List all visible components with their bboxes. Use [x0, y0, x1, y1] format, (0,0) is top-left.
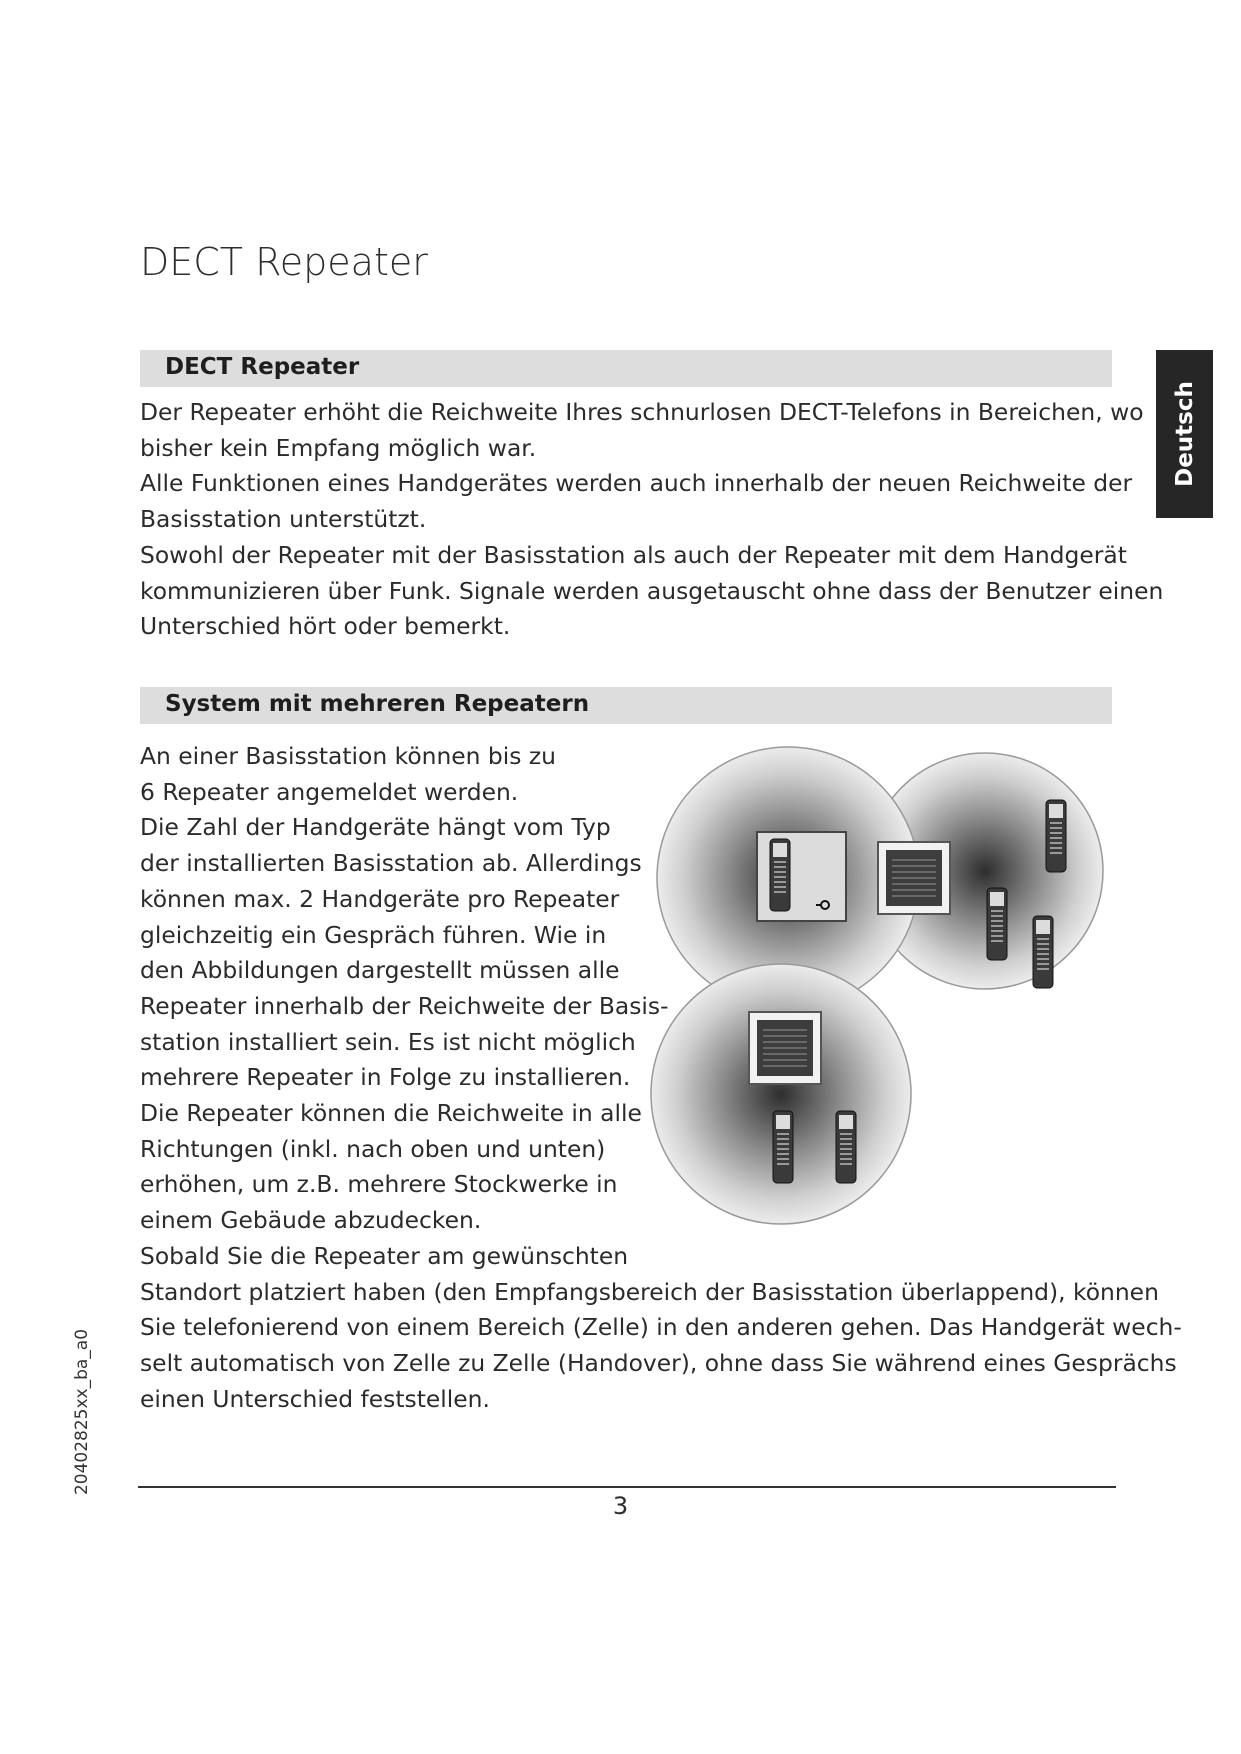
coverage-cell-repeater-bottom — [651, 964, 911, 1224]
text-line: erhöhen, um z.B. mehrere Stockwerke in — [140, 1170, 618, 1199]
section-heading-label: DECT Repeater — [165, 354, 360, 380]
repeater-coverage-illustration — [640, 738, 1120, 1243]
repeater-right — [878, 842, 950, 914]
text-line: Sobald Sie die Repeater am gewünschten — [140, 1241, 629, 1270]
language-tab — [1156, 350, 1213, 518]
handset — [1046, 800, 1066, 872]
section-heading-system-mit-mehreren-repeatern — [140, 687, 1112, 724]
text-line: Unterschied hört oder bemerkt. — [140, 612, 511, 641]
text-line: einen Unterschied feststellen. — [140, 1384, 490, 1413]
section-heading-dect-repeater — [140, 350, 1112, 387]
text-line: können max. 2 Handgeräte pro Repeater — [140, 884, 620, 913]
text-line: Sie telefonierend von einem Bereich (Zelle) in den anderen gehen. Das Handgerät wech- — [140, 1313, 1182, 1342]
handset — [987, 888, 1007, 960]
text-line: den Abbildungen dargestellt müssen alle — [140, 956, 620, 985]
text-line: selt automatisch von Zelle zu Zelle (Handover), ohne dass Sie während eines Gesprächs — [140, 1348, 1177, 1377]
section-heading-label: System mit mehreren Repeatern — [165, 691, 590, 717]
footer-divider — [138, 1486, 1116, 1488]
text-line: Alle Funktionen eines Handgerätes werden auch innerhalb der neuen Reichweite der — [140, 469, 1133, 498]
page-title: DECT Repeater — [140, 240, 428, 284]
repeater-bottom — [749, 1012, 821, 1084]
text-line: kommunizieren über Funk. Signale werden ausgetauscht ohne dass der Benutzer einen — [140, 576, 1164, 605]
base-station — [757, 832, 846, 921]
text-line: mehrere Repeater in Folge zu installieren. — [140, 1063, 631, 1092]
text-line: station installiert sein. Es ist nicht möglich — [140, 1027, 636, 1056]
handset — [836, 1111, 856, 1183]
text-line: einem Gebäude abzudecken. — [140, 1206, 482, 1235]
page-number: 3 — [612, 1492, 629, 1520]
language-tab-label: Deutsch — [1171, 381, 1198, 487]
text-line: Richtungen (inkl. nach oben und unten) — [140, 1134, 606, 1163]
text-line: Repeater innerhalb der Reichweite der Basis- — [140, 991, 669, 1020]
text-line: der installierten Basisstation ab. Allerdings — [140, 849, 642, 878]
text-line: Die Zahl der Handgeräte hängt vom Typ — [140, 813, 611, 842]
handset — [1033, 916, 1053, 988]
text-line: gleichzeitig ein Gespräch führen. Wie in — [140, 920, 607, 949]
text-line: Die Repeater können die Reichweite in alle — [140, 1099, 642, 1128]
document-id: 20402825xx_ba_a0 — [72, 1328, 92, 1496]
text-line: An einer Basisstation können bis zu — [140, 742, 556, 770]
text-line: Standort platziert haben (den Empfangsbereich der Basisstation überlappend), können — [140, 1277, 1159, 1306]
section1-paragraph — [140, 395, 1164, 645]
text-line: Basisstation unterstützt. — [140, 505, 427, 534]
text-line: Der Repeater erhöht die Reichweite Ihres schnurlosen DECT-Telefons in Bereichen, wo — [140, 398, 1144, 426]
text-line: bisher kein Empfang möglich war. — [140, 433, 537, 462]
text-line: 6 Repeater angemeldet werden. — [140, 777, 519, 806]
text-line: Sowohl der Repeater mit der Basisstation als auch der Repeater mit dem Handgerät — [140, 540, 1127, 569]
handset — [773, 1111, 793, 1183]
